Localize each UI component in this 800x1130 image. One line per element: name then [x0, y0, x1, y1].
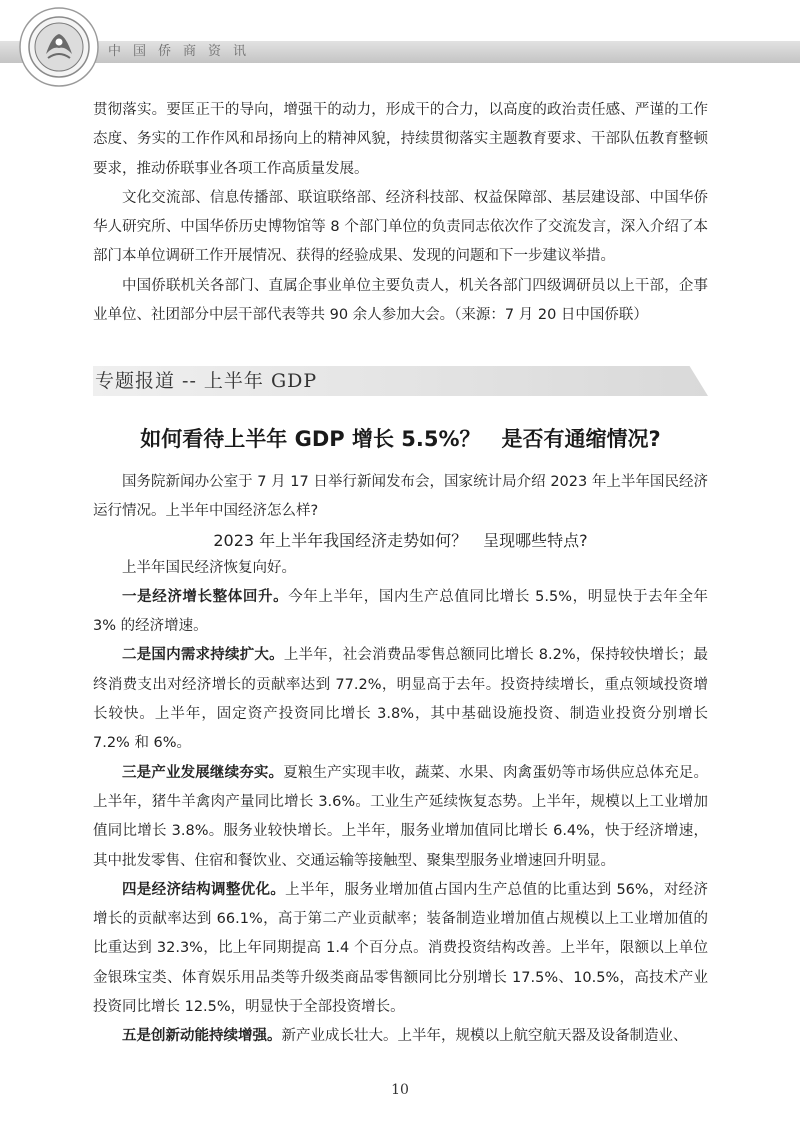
- article: [93, 424, 708, 1052]
- article-summary: 上半年国民经济恢复向好。: [122, 559, 296, 576]
- article-point: [93, 641, 708, 758]
- point-text: 夏粮生产实现丰收，蔬菜、水果、肉禽蛋奶等市场供应总体充足。上半年，猪牛羊禽肉产量同比增长 3.6%。工业生产延续恢复态势。上半年，规模以上工业增加值同比增长 3.8%。服务业较快增长。上半年，服务业增加值同比增长 6.4%，快于经济增速，其中批发零售、住宿和餐饮业、交通运输等接触型、聚集型服务业增速回升明显。: [93, 764, 709, 869]
- header-title: 中国侨商资讯: [108, 44, 259, 59]
- page-number: 10: [391, 1082, 409, 1098]
- intro-paragraph: 贯彻落实。要匡正干的导向，增强干的动力，形成干的合力，以高度的政治责任感、严谨的工作态度、务实的工作作风和昂扬向上的精神风貌，持续贯彻落实主题教育要求、干部队伍教育整顿要求，推动侨联事业各项工作高质量发展。: [93, 102, 708, 177]
- point-heading: 二是国内需求持续扩大。: [122, 647, 284, 664]
- intro-paragraph: 中国侨联机关各部门、直属企事业单位主要负责人，机关各部门四级调研员以上干部，企事业单位、社团部分中层干部代表等共 90 余人参加大会。（来源：7 月 20 日中国侨联）: [93, 277, 708, 324]
- point-text: 今年上半年，国内生产总值同比增长 5.5%，明显快于去年全年 3% 的经济增速。: [93, 588, 708, 635]
- intro-text: [93, 96, 708, 330]
- article-subhead: 2023 年上半年我国经济走势如何？ 呈现哪些特点?: [213, 530, 588, 550]
- article-point: [93, 583, 708, 642]
- point-heading: 一是经济增长整体回升。: [122, 588, 289, 605]
- article-point: [93, 1022, 708, 1051]
- point-text: 新产业成长壮大。上半年，规模以上航空航天器及设备制造业、: [281, 1028, 688, 1045]
- article-point: [93, 759, 708, 876]
- point-text: 上半年，服务业增加值占国内生产总值的比重达到 56%，对经济增长的贡献率达到 66.1%，高于第二产业贡献率；装备制造业增加值占规模以上工业增加值的比重达到 32.3%，比上年同期提高 1.4 个百分点。消费投资结构改善。上半年，限额以上单位金银珠宝类、体育娱乐用品类等升级类商品零售额同比分别增长 17.5%、10.5%，高技术产业投资同比增长 12.5%，明显快于全部投资增长。: [93, 881, 708, 1016]
- article-lead: 国务院新闻办公室于 7 月 17 日举行新闻发布会，国家统计局介绍 2023 年上半年国民经济运行情况。上半年中国经济怎么样?: [93, 474, 708, 520]
- intro-paragraph: 文化交流部、信息传播部、联谊联络部、经济科技部、权益保障部、基层建设部、中国华侨华人研究所、中国华侨历史博物馆等 8 个部门单位的负责同志依次作了交流发言，深入介绍了本部门本单位调研工作开展情况、获得的经验成果、发现的问题和下一步建议举措。: [93, 189, 708, 265]
- point-heading: 三是产业发展继续夯实。: [122, 764, 284, 781]
- logo-emblem: [18, 6, 100, 88]
- point-heading: 五是创新动能持续增强。: [122, 1028, 282, 1045]
- point-heading: 四是经济结构调整优化。: [122, 881, 286, 898]
- article-title: 如何看待上半年 GDP 增长 5.5%？ 是否有通缩情况?: [140, 427, 661, 451]
- article-point: [93, 876, 708, 1022]
- point-text: 上半年，社会消费品零售总额同比增长 8.2%，保持较快增长；最终消费支出对经济增长的贡献率达到 77.2%，明显高于去年。投资持续增长，重点领域投资增长较快。上半年，固定资产投资同比增长 3.8%，其中基础设施投资、制造业投资分别增长 7.2% 和 6%。: [93, 647, 709, 752]
- section-title: 专题报道 -- 上半年 GDP: [95, 370, 318, 392]
